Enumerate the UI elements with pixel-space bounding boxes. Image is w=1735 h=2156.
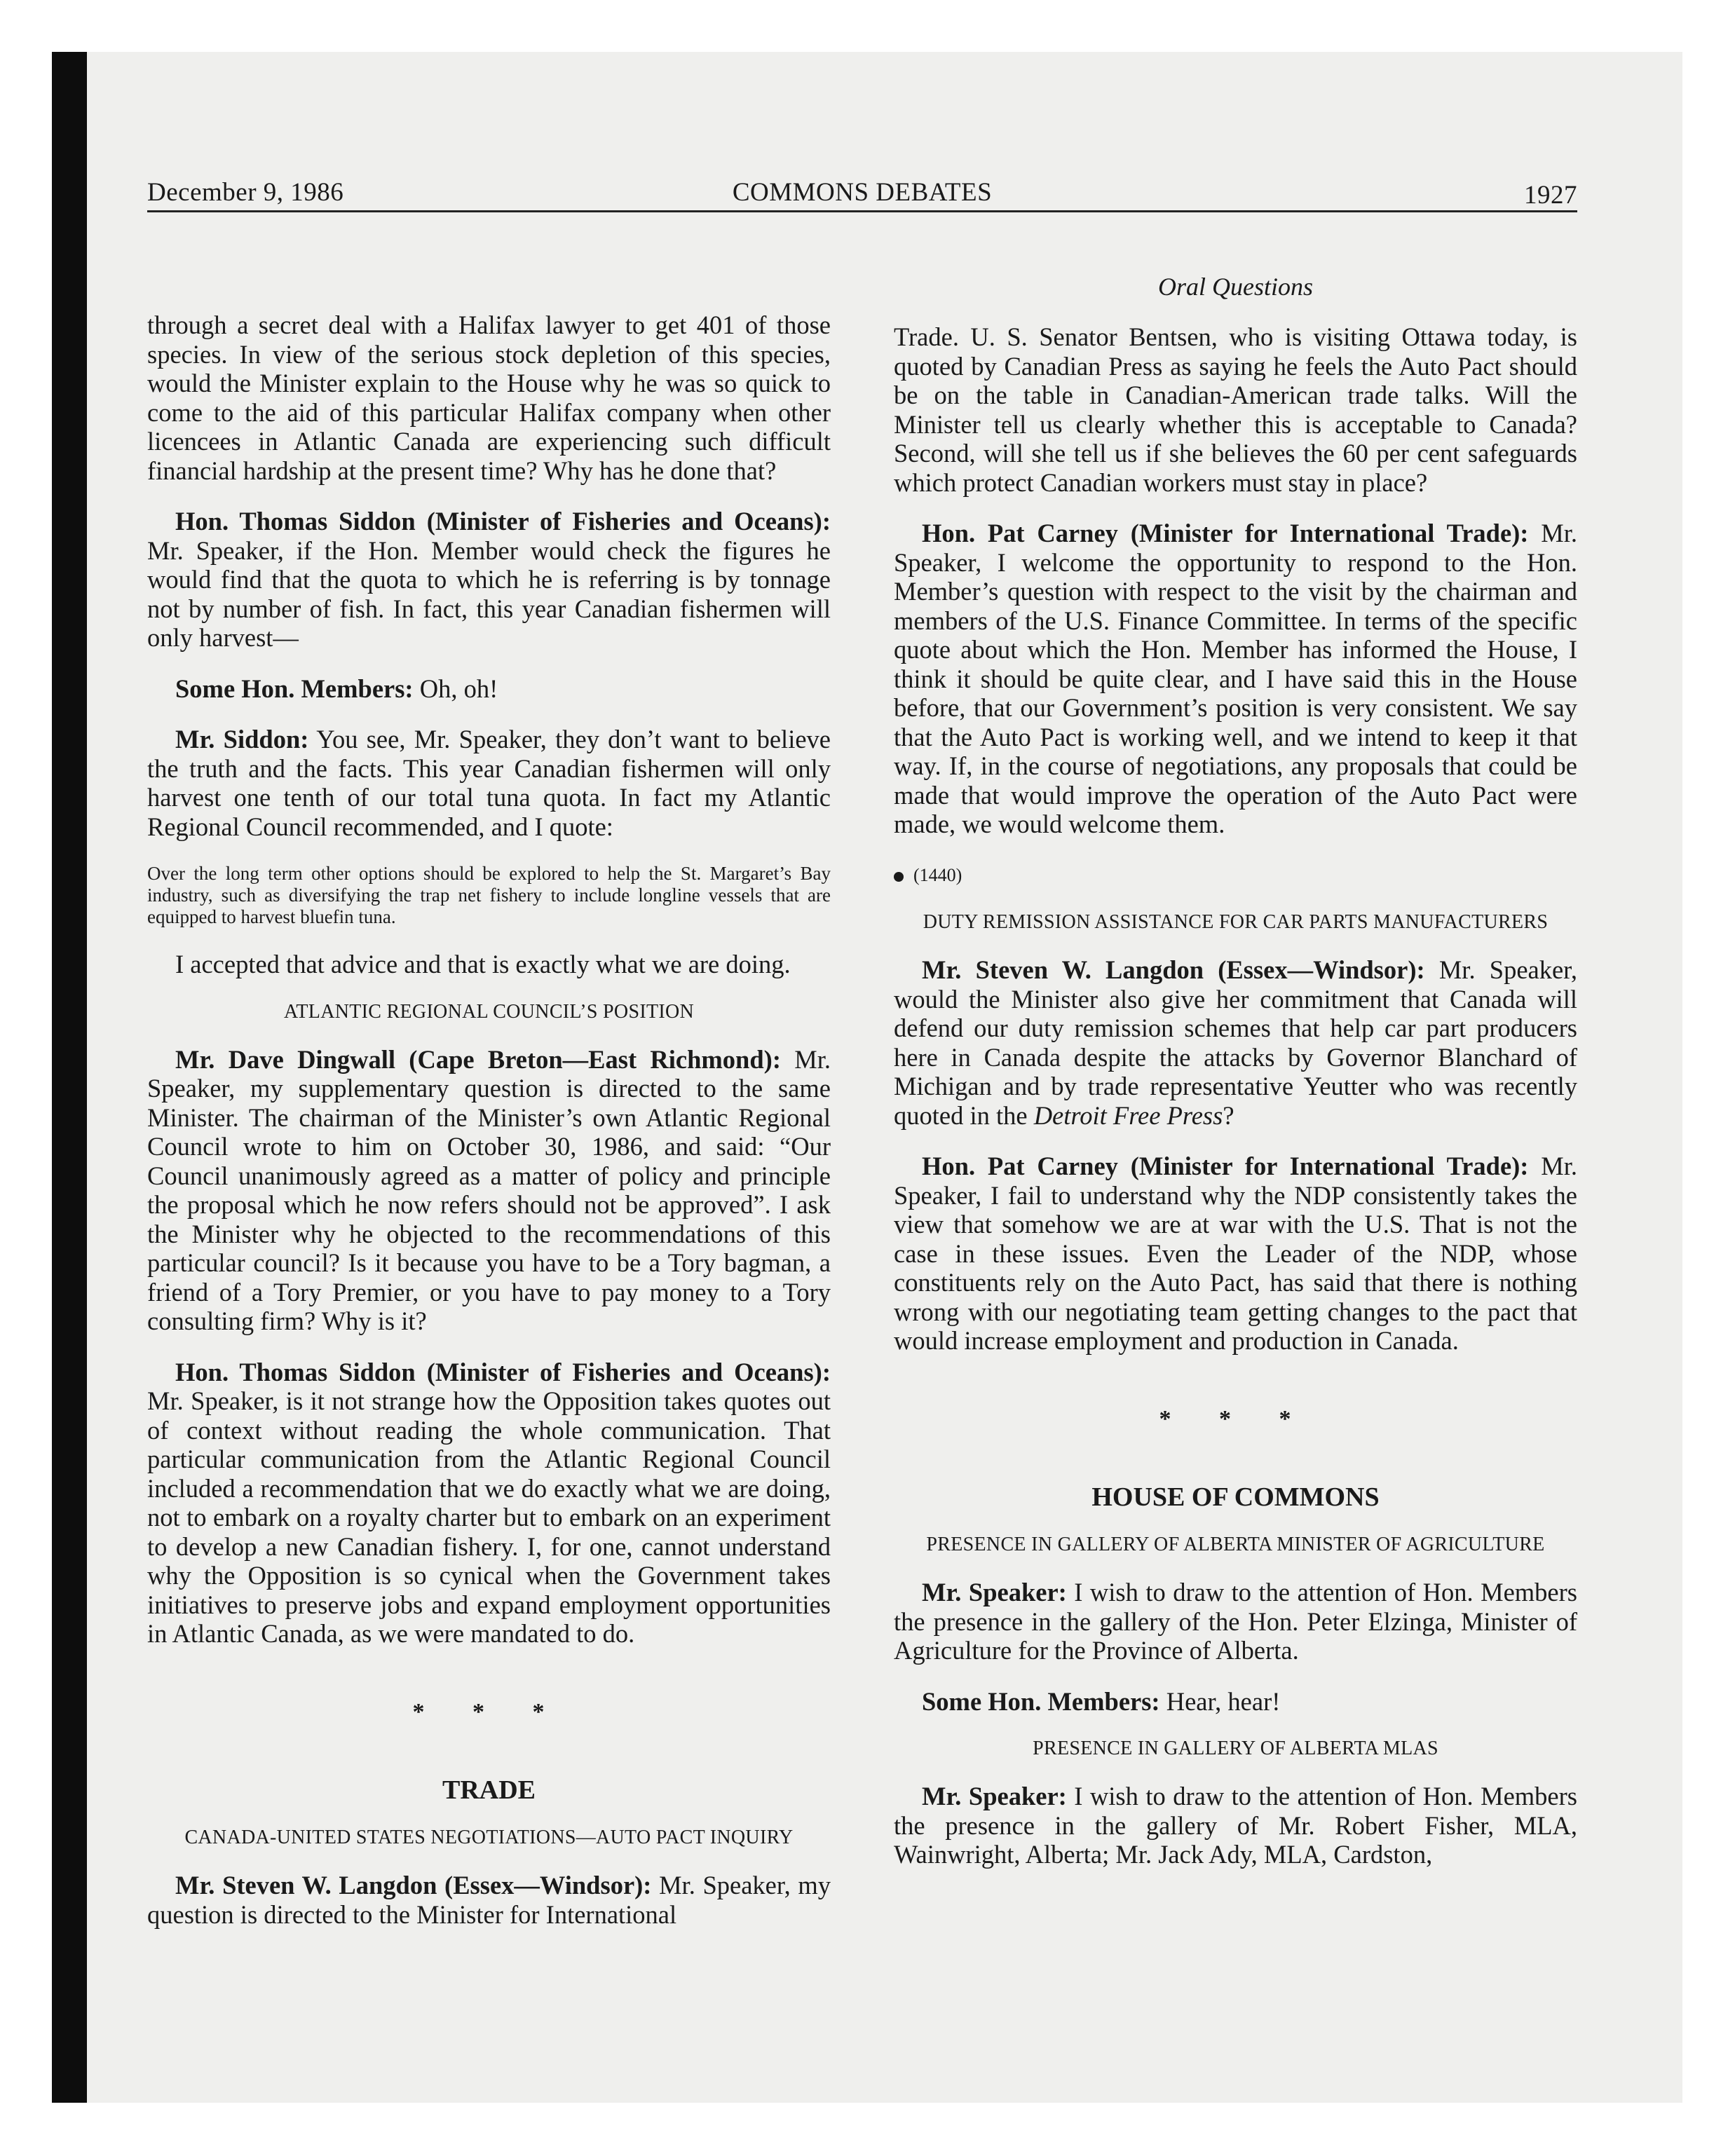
speaker-name: Some Hon. Members:: [922, 1686, 1160, 1716]
speech-text: ?: [1223, 1100, 1234, 1130]
paragraph: I accepted that advice and that is exactly what we are doing.: [175, 950, 791, 978]
speaker-name: Hon. Thomas Siddon (Minister of Fisheries and Oceans):: [175, 1357, 831, 1386]
timecode: [894, 861, 1577, 890]
speaker-name: Mr. Speaker:: [922, 1578, 1067, 1606]
paragraph: [894, 1152, 1577, 1356]
block-quote: Over the long term other options should be explored to help the St. Margaret’s Bay industry, such as diversifying the trap net fishery to include longline vessels that are equipped to harvest bluefin tuna.: [147, 863, 831, 927]
subheading: PRESENCE IN GALLERY OF ALBERTA MINISTER OF AGRICULTURE: [926, 1534, 1545, 1555]
speech-text: I wish to draw to the attention of Hon. Members the presence in the gallery of the Hon. Peter Elzinga, Minister of Agriculture for the Province of Alberta.: [894, 1578, 1577, 1665]
subheading: PRESENCE IN GALLERY OF ALBERTA MLAS: [1033, 1738, 1438, 1759]
paragraph: [147, 1358, 831, 1649]
subheading: CANADA-UNITED STATES NEGOTIATIONS—AUTO PACT INQUIRY: [184, 1827, 794, 1848]
header-date: December 9, 1986: [147, 178, 344, 207]
section-title: TRADE: [442, 1775, 536, 1805]
paragraph: [147, 1871, 831, 1929]
section-label: Oral Questions: [1157, 273, 1313, 301]
speech-text: Mr. Speaker, is it not strange how the Opposition takes quotes out of context without reading the whole communication. That particular communication from the Atlantic Regional Council included a recommendation that we do exactly what we are doing, not to embark on a royalty charter but to embark on an experiment to develop a new Canadian fishery. I, for one, cannot understand why the Opposition is so cynical when the Government takes initiatives to preserve jobs and expand employment opportunities in Atlantic Canada, as we were mandated to do.: [147, 1386, 831, 1648]
speaker-name: Mr. Dave Dingwall (Cape Breton—East Richmond):: [175, 1044, 781, 1074]
speaker-name: Hon. Pat Carney (Minister for International Trade):: [922, 1152, 1529, 1180]
running-head: [147, 168, 1577, 212]
speech-text: Hear, hear!: [1159, 1686, 1281, 1716]
paragraph: [147, 674, 831, 704]
section-break-asterisks: * * *: [412, 1698, 566, 1725]
right-column: [894, 273, 1577, 1891]
speech-text: I wish to draw to the attention of Hon. Members the presence in the gallery of Mr. Robert Fisher, MLA, Wainwright, Alberta; Mr. Jack Ady, MLA, Cardston,: [894, 1782, 1577, 1869]
speech-text: Mr. Speaker, my question is directed to the Minister for International: [147, 1871, 831, 1929]
paragraph: Trade. U. S. Senator Bentsen, who is visiting Ottawa today, is quoted by Canadian Press as saying he feels the Auto Pact should be on the table in Canadian-American trade talks. Will the Minister tell us clearly whether this is acceptable to Canada? Second, will she tell us if she believes the 60 per cent safeguards which protect Canadian workers must stay in place?: [894, 322, 1577, 497]
header-journal-title: COMMONS DEBATES: [732, 178, 993, 207]
subheading: DUTY REMISSION ASSISTANCE FOR CAR PARTS MANUFACTURERS: [923, 911, 1549, 933]
paragraph: [147, 725, 831, 841]
paragraph: [894, 1578, 1577, 1665]
paragraph: [147, 1045, 831, 1336]
speech-text: Oh, oh!: [413, 674, 498, 703]
speech-text: Mr. Speaker, I welcome the opportunity to respond to the Hon. Member’s question with respect to the visit by the chairman and members of the U.S. Finance Committee. In terms of the specific quote about which the Hon. Member has informed the House, I think it should be quite clear, and I have said this in the House before, that our Government’s position is very consistent. We say that the Auto Pact is working well, and we intend to keep it that way. If, in the course of negotiations, any proposals that could be made that would improve the operation of the Auto Pact were made, we would welcome them.: [894, 519, 1577, 838]
speaker-name: Mr. Steven W. Langdon (Essex—Windsor):: [175, 1871, 652, 1899]
speaker-name: Some Hon. Members:: [175, 674, 414, 703]
timecode-text: (1440): [913, 864, 962, 885]
speech-text: Mr. Speaker, I fail to understand why the NDP consistently takes the view that somehow we are at war with the U.S. That is not the case in these issues. Even the Leader of the NDP, whose constituents rely on the Auto Pact, has said that there is nothing wrong with our negotiating team getting changes to the pact that would increase employment and production in Canada.: [894, 1152, 1577, 1355]
speaker-name: Mr. Speaker:: [922, 1782, 1067, 1810]
paragraph: through a secret deal with a Halifax lawyer to get 401 of those species. In view of the serious stock depletion of this species, would the Minister explain to the House why he was so quick to come to the aid of this particular Halifax company when other licencees in Atlantic Canada are experiencing such difficult financial hardship at the present time? Why has he done that?: [147, 311, 831, 485]
speech-text: Mr. Speaker, if the Hon. Member would check the figures he would find that the quota to which he is referring is by tonnage not by number of fish. In fact, this year Canadian fishermen will only harvest—: [147, 535, 831, 652]
speech-text: Mr. Speaker, would the Minister also give her commitment that Canada will defend our duty remission schemes that help car part producers here in Canada despite the attacks by Governor Blanchard of Michigan and by trade representative Yeutter who was recently quoted in the: [894, 955, 1577, 1130]
paragraph: [894, 1782, 1577, 1869]
page: [147, 168, 1577, 1929]
bullet-icon: [894, 872, 904, 882]
paragraph: [894, 519, 1577, 839]
scan-binding-edge: [52, 52, 87, 2103]
header-page-number: 1927: [1524, 181, 1577, 210]
publication-title: Detroit Free Press: [1033, 1100, 1223, 1130]
speaker-name: Hon. Thomas Siddon (Minister of Fisheries and Oceans):: [175, 507, 831, 535]
section-title: HOUSE OF COMMONS: [1091, 1482, 1380, 1512]
paragraph: [147, 507, 831, 653]
paragraph: [894, 955, 1577, 1130]
subheading: ATLANTIC REGIONAL COUNCIL’S POSITION: [283, 1000, 695, 1023]
section-break-asterisks: * * *: [1159, 1405, 1312, 1432]
left-column: [147, 311, 831, 1951]
speaker-name: Hon. Pat Carney (Minister for International Trade):: [922, 519, 1529, 547]
speech-text: You see, Mr. Speaker, they don’t want to believe the truth and the facts. This year Canadian fishermen will only harvest one tenth of our total tuna quota. In fact my Atlantic Regional Council recommended, and I quote:: [147, 725, 831, 841]
speaker-name: Mr. Steven W. Langdon (Essex—Windsor):: [922, 955, 1425, 984]
speaker-name: Mr. Siddon:: [175, 725, 309, 753]
paragraph: [894, 1687, 1577, 1717]
speech-text: Mr. Speaker, my supplementary question is directed to the same Minister. The chairman of the Minister’s own Atlantic Regional Council wrote to him on October 30, 1986, and said: “Our Council unanimously agreed as a matter of policy and principle the proposal which he now refers should not be approved”. I ask the Minister why he objected to the recommendations of this particular council? Is it because you have to be a Tory bagman, a friend of a Tory Premier, or you have to pay money to a Tory consulting firm? Why is it?: [147, 1044, 831, 1335]
